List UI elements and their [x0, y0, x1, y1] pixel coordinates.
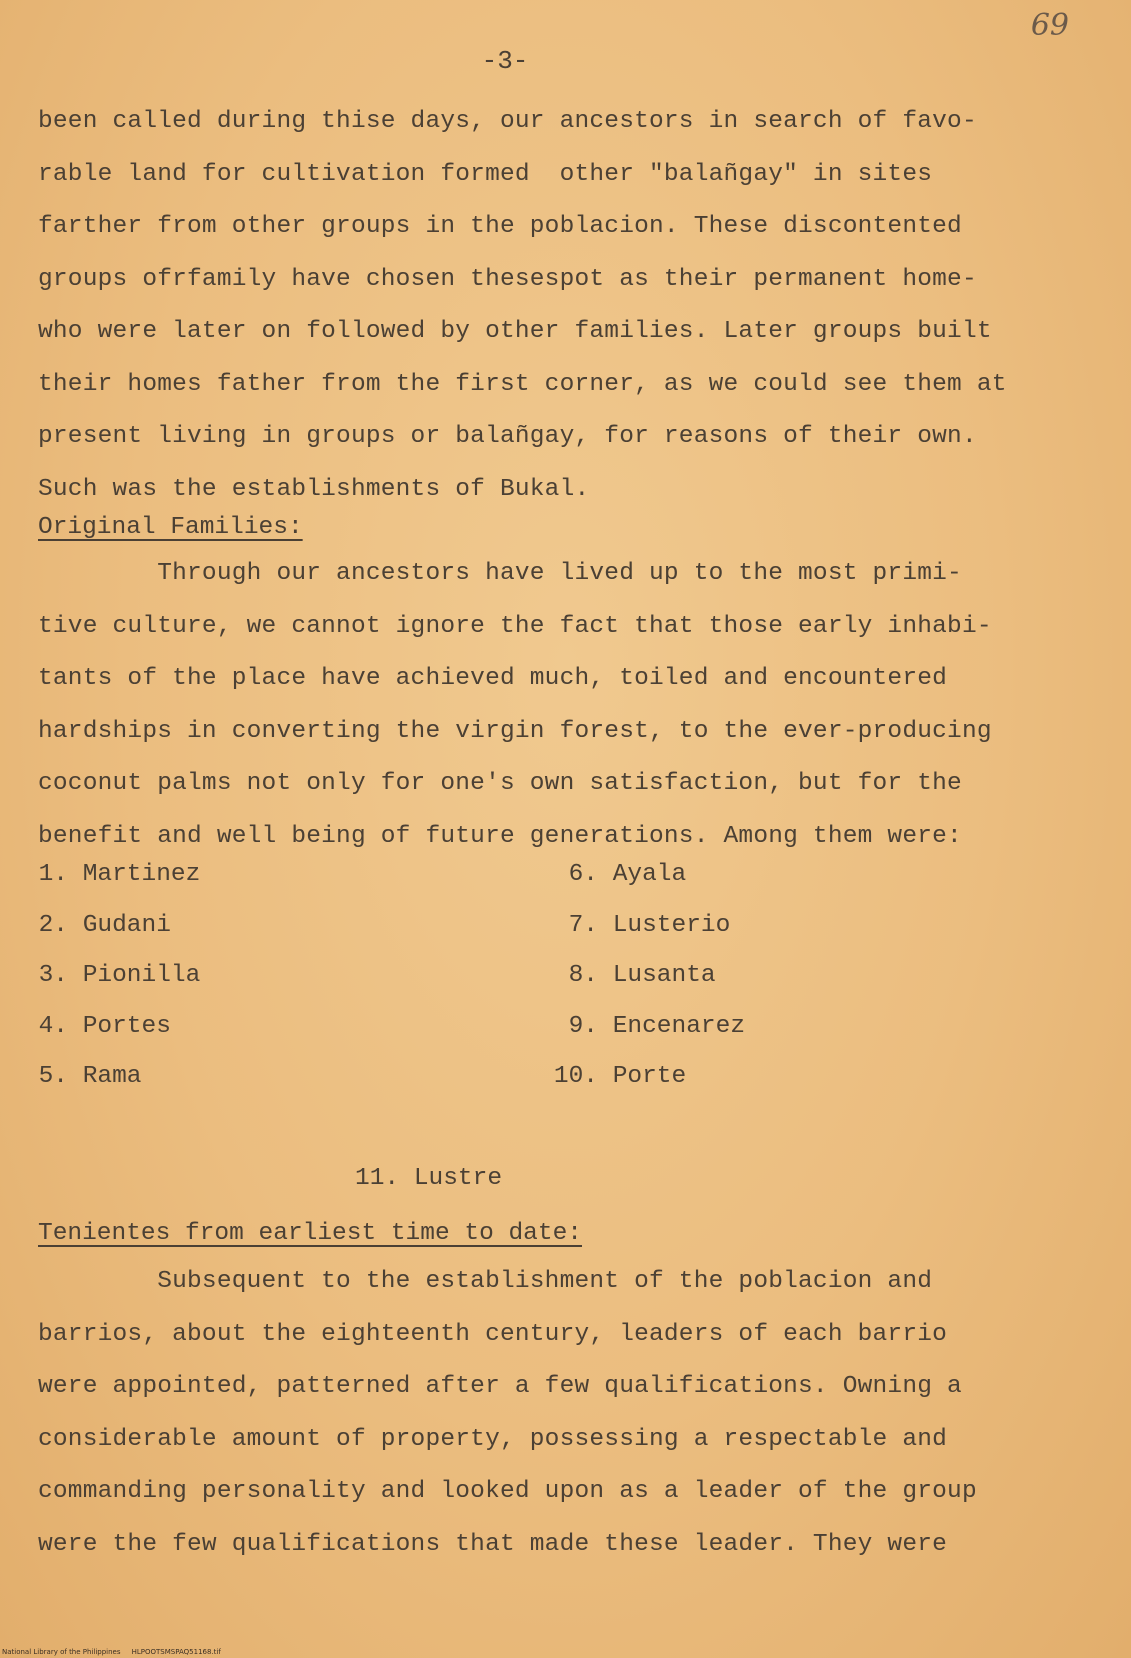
- family-name: Lustre: [413, 1165, 503, 1192]
- paragraph-original-families: [38, 548, 1068, 863]
- text-line: were appointed, patterned after a few qualifications. Owning a: [38, 1373, 962, 1400]
- family-number: 7.: [568, 911, 598, 939]
- family-item: [38, 1002, 200, 1053]
- text-line: commanding personality and looked upon as a leader of the group: [38, 1478, 977, 1505]
- family-name: Portes: [82, 1012, 171, 1040]
- paragraph-tenientes: [38, 1256, 1068, 1571]
- family-item: [552, 1052, 745, 1103]
- family-number: 9.: [568, 1012, 598, 1040]
- family-name: Pionilla: [82, 962, 201, 989]
- text-line: farther from other groups in the poblacion. These discontented: [38, 213, 962, 240]
- text-line: considerable amount of property, possessing a respectable and: [38, 1425, 948, 1453]
- text-line: were the few qualifications that made these leader. They were: [38, 1530, 948, 1558]
- text-line: tants of the place have achieved much, toiled and encountered: [38, 665, 948, 692]
- text-line: present living in groups or balañgay, for reasons of their own.: [38, 423, 977, 450]
- heading-tenientes: Tenientes from earliest time to date:: [38, 1220, 582, 1247]
- text-line: been called during thise days, our ancestors in search of favo-: [38, 108, 977, 135]
- text-line: Through our ancestors have lived up to the most primi-: [38, 560, 962, 587]
- family-item: [38, 901, 200, 952]
- family-name: Porte: [612, 1063, 687, 1090]
- text-line: groups ofrfamily have chosen thesespot as their permanent home-: [38, 265, 977, 293]
- family-item-11: [355, 1165, 502, 1192]
- scan-footer: National Library of the Philippines HLPOOTSMSPAQ51168.tif: [2, 1648, 221, 1656]
- family-number: 4.: [38, 1012, 68, 1040]
- text-line: rable land for cultivation formed other "balañgay" in sites: [38, 160, 933, 188]
- family-item: [552, 850, 745, 901]
- family-name: Ayala: [612, 861, 687, 888]
- text-line: tive culture, we cannot ignore the fact that those early inhabi-: [38, 612, 992, 640]
- page-number: -3-: [481, 46, 529, 76]
- family-name: Lusterio: [612, 911, 731, 939]
- family-number: 2.: [38, 911, 68, 939]
- family-name: Lusanta: [612, 962, 716, 989]
- family-name: Rama: [82, 1063, 142, 1090]
- family-number: 3.: [38, 962, 68, 989]
- family-number: 10.: [553, 1063, 598, 1090]
- text-line: Subsequent to the establishment of the poblacion and: [38, 1268, 933, 1295]
- text-line: Such was the establishments of Bukal.: [38, 475, 590, 503]
- text-line: hardships in converting the virgin forest, to the ever-producing: [38, 717, 992, 745]
- folio-number: 69: [1030, 8, 1069, 43]
- heading-original-families: Original Families:: [38, 514, 303, 541]
- family-number: 5.: [38, 1063, 68, 1090]
- family-item: [552, 951, 745, 1002]
- family-name: Martinez: [82, 861, 201, 888]
- family-item: [38, 951, 200, 1002]
- text-line: barrios, about the eighteenth century, leaders of each barrio: [38, 1320, 948, 1348]
- text-line: their homes father from the first corner, as we could see them at: [38, 370, 1007, 398]
- family-item: [552, 1002, 745, 1053]
- text-line: benefit and well being of future generations. Among them were:: [38, 822, 962, 850]
- family-name: Gudani: [82, 911, 171, 939]
- family-number: 11.: [355, 1165, 400, 1192]
- family-item: [552, 901, 745, 952]
- family-item: [38, 1052, 200, 1103]
- paragraph-establishment: [38, 96, 1068, 516]
- text-line: coconut palms not only for one's own satisfaction, but for the: [38, 770, 962, 797]
- family-name: Encenarez: [612, 1012, 746, 1040]
- family-number: 8.: [568, 962, 598, 989]
- text-line: who were later on followed by other families. Later groups built: [38, 318, 992, 345]
- family-list-right: [552, 850, 745, 1103]
- family-item: [38, 850, 200, 901]
- family-number: 6.: [568, 861, 598, 888]
- family-list-left: [38, 850, 200, 1103]
- family-number: 1.: [38, 861, 68, 888]
